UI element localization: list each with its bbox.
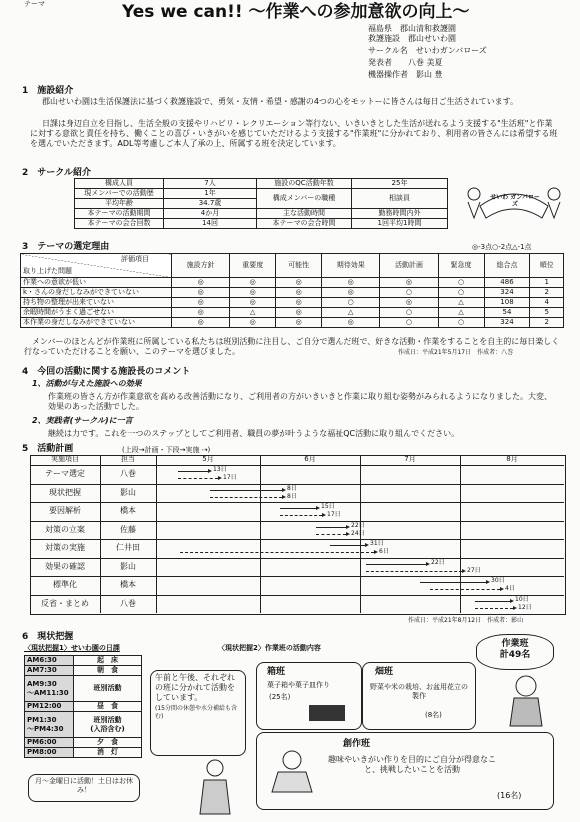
mark-cell: ○ xyxy=(322,298,380,308)
gantt-item: 反省・まとめ xyxy=(41,598,89,608)
box-icon xyxy=(305,699,353,725)
org-line: 発表者 八巻 美夏 xyxy=(368,58,443,67)
table-cell: 34.7歳 xyxy=(164,199,257,209)
mark-cell: ◎ xyxy=(172,298,230,308)
mark-cell: ◎ xyxy=(276,318,322,328)
table-row xyxy=(21,308,564,318)
gantt-actual-label: 17日 xyxy=(327,511,341,518)
team-box-hako xyxy=(256,662,362,730)
gantt-actual-label: 6日 xyxy=(379,548,389,555)
table-row xyxy=(21,298,564,308)
table-cell: 4か月 xyxy=(164,209,257,219)
table-cell: 本テーマの活動期間 xyxy=(75,209,164,219)
gantt-item: 効果の確認 xyxy=(45,561,85,571)
arrow-icon xyxy=(374,550,378,554)
theme-selection-table xyxy=(20,253,564,328)
mark-cell: ◎ xyxy=(172,308,230,318)
theme-label: テーマ xyxy=(24,0,45,8)
mark-cell: ◎ xyxy=(276,298,322,308)
gantt-actual-bar xyxy=(280,515,322,516)
schedule-activity: 起 床 xyxy=(74,656,142,666)
total-cell: 54 xyxy=(484,308,530,318)
gantt-person: 佐藤 xyxy=(120,524,136,534)
schedule-time: AM7:30 xyxy=(25,666,74,676)
mark-cell: ○ xyxy=(380,288,438,298)
row-label: 作業への意欲が低い xyxy=(21,278,172,288)
gantt-item: 要因解析 xyxy=(49,506,81,515)
team-name: 箱班 xyxy=(267,667,286,677)
gantt-month: 5月 xyxy=(202,455,214,463)
weekday-note: 月〜金曜日に活動！土日はお休み！ xyxy=(28,774,140,802)
mark-cell: ◎ xyxy=(322,278,380,288)
schedule-time: PM8:00 xyxy=(25,748,74,758)
org-line: 救護施設 郡山せいわ園 xyxy=(368,34,456,43)
mark-cell: △ xyxy=(438,298,484,308)
mark-cell: ○ xyxy=(438,288,484,298)
author-line: 作成日：平成21年8月12日 作成者：影山 xyxy=(408,617,524,624)
arrow-icon xyxy=(218,476,222,480)
section-heading: 6 現状把握 xyxy=(22,632,74,642)
column-header: 重要度 xyxy=(230,254,276,278)
section-heading: 5 活動計画 xyxy=(22,444,74,454)
mark-cell: ◎ xyxy=(172,288,230,298)
plan-legend: (上段→計画・下段→実施 ⇢) xyxy=(122,446,211,454)
mark-cell: △ xyxy=(322,308,380,318)
arrow-icon xyxy=(513,606,517,610)
mark-cell: ○ xyxy=(380,308,438,318)
gantt-actual-label: 12日 xyxy=(518,603,532,611)
gantt-person: 仁井田 xyxy=(116,543,140,552)
team-desc: 趣味やいきがい作りを目的にご自分が得意なこと、挑戦したいことを活動 xyxy=(328,755,496,774)
table-corner-cell xyxy=(21,254,172,278)
gantt-plan-label: 10日 xyxy=(515,595,529,603)
mark-cell: ◎ xyxy=(230,288,276,298)
rank-cell: 2 xyxy=(530,318,564,328)
gantt-actual-bar xyxy=(366,571,462,572)
schedule-activity: 朝 食 xyxy=(74,666,142,676)
arrow-icon xyxy=(510,599,514,603)
gantt-plan-label: 13日 xyxy=(213,466,227,473)
author-line: 作成日：平成21年5月17日 作成者：八巻 xyxy=(398,349,514,356)
comment-text: 継続は力です。これを一つのステップとしてご利用者、職員の夢が叶うような福祉QC活動に取り組んでください。 xyxy=(48,429,460,438)
table-cell: 施設のQC活動年数 xyxy=(257,179,352,189)
arrow-icon xyxy=(208,469,212,473)
rank-cell: 1 xyxy=(530,278,564,288)
section-heading: 4 今回の活動に関する施設長のコメント xyxy=(22,367,191,377)
schedule-time: PM12:00 xyxy=(25,702,74,712)
schedule-activity: 昼 食 xyxy=(74,702,142,712)
activity-title: 〈現状把握2〉作業班の活動内容 xyxy=(218,644,321,652)
row-label: k・さんの身だしなみができていない xyxy=(21,288,172,298)
arrow-icon xyxy=(346,525,350,529)
schedule-time: AM6:30 xyxy=(25,656,74,666)
mark-cell: ◎ xyxy=(322,318,380,328)
table-row xyxy=(21,318,564,328)
gantt-plan-bar xyxy=(366,564,426,565)
schedule-time: PM6:00 xyxy=(25,738,74,748)
gantt-month: 6月 xyxy=(304,455,316,463)
table-cell: 平均年齢 xyxy=(75,199,164,209)
column-header: 期待効果 xyxy=(322,254,380,278)
row-label: 持ち物の整理が出来ていない xyxy=(21,298,172,308)
logo-text: せいわ ガンバローズ xyxy=(490,194,540,208)
circle-info-table xyxy=(74,178,448,229)
table-cell: 1回平均1時間 xyxy=(352,219,448,229)
team-name: 畑班 xyxy=(375,667,394,677)
column-header: 緊急度 xyxy=(438,254,484,278)
section-heading: 1 施設紹介 xyxy=(22,86,74,96)
total-cell: 324 xyxy=(484,288,530,298)
mark-cell: ◎ xyxy=(230,318,276,328)
gantt-plan-bar xyxy=(316,527,346,528)
gantt-actual-bar xyxy=(178,478,218,479)
gantt-header-person: 担当 xyxy=(121,455,135,463)
rank-cell: 2 xyxy=(530,288,564,298)
mark-cell: ◎ xyxy=(380,298,438,308)
mark-cell: ◎ xyxy=(172,318,230,328)
gantt-plan-label: 8日 xyxy=(287,484,297,492)
schedule-activity: 夕 食 xyxy=(74,738,142,748)
org-line: 福島県 郡山清和救護園 xyxy=(368,24,456,33)
org-line: 機器操作者 影山 豊 xyxy=(368,70,443,79)
mark-cell: ◎ xyxy=(322,288,380,298)
team-box-hata xyxy=(362,662,476,730)
gantt-plan-label: 30日 xyxy=(491,577,505,584)
column-header: 可能性 xyxy=(276,254,322,278)
column-header: 活動計画 xyxy=(380,254,438,278)
gantt-plan-bar xyxy=(280,508,316,509)
gantt-actual-bar xyxy=(475,608,513,609)
gantt-actual-bar xyxy=(180,552,374,553)
team-count: (16名) xyxy=(497,791,522,800)
team-desc: 野菜や米の栽培、お盆用花立の製作 xyxy=(370,683,468,700)
mark-cell: ◎ xyxy=(380,278,438,288)
gantt-person: 八巻 xyxy=(120,598,136,608)
gantt-month: 8月 xyxy=(506,455,518,463)
gantt-row-line xyxy=(30,521,564,522)
arrow-icon xyxy=(500,587,504,591)
total-badge: 作業班 計49名 xyxy=(476,634,554,670)
corner-top-label: 評価項目 xyxy=(121,255,149,263)
gantt-plan-bar xyxy=(330,545,365,546)
gantt-row-line xyxy=(30,539,564,540)
table-cell: 主な活動時間 xyxy=(257,209,352,219)
gantt-plan-bar xyxy=(420,582,486,583)
arrow-icon xyxy=(316,506,320,510)
gantt-person: 八巻 xyxy=(120,469,136,478)
table-cell: 1年 xyxy=(164,189,257,199)
rank-cell: 4 xyxy=(530,298,564,308)
gantt-row-line xyxy=(30,576,564,577)
gantt-plan-bar xyxy=(210,490,282,491)
farmer-illustration-icon xyxy=(496,668,556,728)
gantt-plan-bar xyxy=(475,601,510,602)
mark-cell: △ xyxy=(438,308,484,318)
gantt-actual-label: 8日 xyxy=(287,492,297,500)
worker-illustration-icon xyxy=(190,756,240,816)
team-count: (25名) xyxy=(269,693,291,701)
gantt-person: 橋本 xyxy=(120,506,136,515)
mark-cell: ◎ xyxy=(276,308,322,318)
team-name: 創作班 xyxy=(343,739,371,749)
schedule-activity: 班別活動 (入浴含む) xyxy=(74,712,142,738)
section-heading: 2 サークル紹介 xyxy=(22,168,91,178)
total-cell: 486 xyxy=(484,278,530,288)
arrow-icon xyxy=(282,488,286,492)
speech-bubble xyxy=(150,670,246,756)
comment-subheading: 2、実践者(サークル)に一言 xyxy=(32,416,133,425)
gantt-plan-label: 31日 xyxy=(370,540,384,547)
gantt-person: 橋本 xyxy=(120,580,136,589)
gantt-item: 対策の立案 xyxy=(45,524,85,534)
comment-subheading: 1、活動が与えた施設への効果 xyxy=(32,379,142,388)
org-info xyxy=(368,24,487,80)
arrow-icon xyxy=(486,580,490,584)
gantt-actual-label: 27日 xyxy=(467,566,481,574)
column-header: 総合点 xyxy=(484,254,530,278)
table-cell: 構成メンバーの職種 xyxy=(257,189,352,209)
mark-cell: ◎ xyxy=(230,278,276,288)
arrow-icon xyxy=(365,543,369,547)
gantt-row-line xyxy=(30,558,564,559)
bubble-text: 午前と午後、それぞれの班に分かれて活動をしています。 xyxy=(155,673,235,702)
theme-reason-note: メンバーのほとんどが作業班に所属している私たちは班別活動に注目し、ご自分で選んだ班で、好きな活動・作業をすることを自主的に毎日楽しく行なっていただけることを願い、このテーマを選びました。 xyxy=(24,337,560,356)
gantt-person: 影山 xyxy=(120,487,136,497)
column-header: 順位 xyxy=(530,254,564,278)
gantt-actual-label: 4日 xyxy=(505,585,515,592)
gantt-month: 7月 xyxy=(404,455,416,463)
gantt-chart xyxy=(30,455,566,615)
table-cell: 本テーマの会合時間 xyxy=(257,219,352,229)
table-cell: 現メンバーでの活動歴 xyxy=(75,189,164,199)
mark-cell: ○ xyxy=(380,318,438,328)
mark-cell: ◎ xyxy=(276,288,322,298)
arrow-icon xyxy=(426,562,430,566)
rank-cell: 5 xyxy=(530,308,564,318)
table-cell: 25年 xyxy=(352,179,448,189)
row-label: 余暇時間がうまく過ごせない xyxy=(21,308,172,318)
section-heading: 3 テーマの選定理由 xyxy=(22,242,110,252)
gantt-item: 対策の実施 xyxy=(45,543,85,552)
arrow-icon xyxy=(282,495,286,499)
gantt-plan-label: 22日 xyxy=(431,558,445,566)
total-cell: 324 xyxy=(484,318,530,328)
schedule-title: 〈現状把握1〉せいわ園の日課 xyxy=(24,644,120,652)
table-cell: 14回 xyxy=(164,219,257,229)
score-legend: ◎-3点○-2点△-1点 xyxy=(472,243,532,251)
craft-illustration-icon xyxy=(262,744,322,794)
table-cell: 勤務時間内外 xyxy=(352,209,448,219)
schedule-time: AM9:30 〜AM11:30 xyxy=(25,676,74,702)
gantt-item: 現状把握 xyxy=(49,487,81,497)
gantt-row-line xyxy=(30,484,564,485)
mark-cell: ◎ xyxy=(276,278,322,288)
facility-intro-para2: 日課は身辺自立を目指し、生活全般の支援やリハビリ・レクリエーション等行ない、いきいきとした生活が送れるよう支援する"生活班"と作業に対する意欲と責任を持ち、働くことの喜び・いきがいを感じていただけるよう支援する"作業班"に分かれており、利用者の皆さんには希望する班を選んでいただきます。ADL等考慮しご本人了承の上、所属する班を決定しています。 xyxy=(30,119,558,148)
circle-logo xyxy=(462,178,566,226)
table-cell: 7人 xyxy=(164,179,257,189)
arrow-icon xyxy=(462,569,466,573)
gantt-item: 標準化 xyxy=(53,580,77,589)
corner-bottom-label: 取り上げた問題 xyxy=(23,267,72,275)
table-row xyxy=(21,278,564,288)
gantt-person: 影山 xyxy=(120,561,136,571)
page-title: Yes we can!! ～作業への参加意欲の向上～ xyxy=(122,2,470,22)
gantt-actual-bar xyxy=(316,534,346,535)
daily-schedule-table xyxy=(24,655,142,758)
org-line: サークル名 せいわガンバローズ xyxy=(368,46,487,55)
gantt-actual-label: 24日 xyxy=(351,529,365,537)
gantt-actual-label: 17日 xyxy=(223,474,237,481)
mark-cell: ◎ xyxy=(230,298,276,308)
mark-cell: ○ xyxy=(438,278,484,288)
team-count: (8名) xyxy=(425,711,442,719)
column-header: 施設方針 xyxy=(172,254,230,278)
mark-cell: ○ xyxy=(438,318,484,328)
schedule-time: PM1:30 〜PM4:30 xyxy=(25,712,74,738)
total-cell: 108 xyxy=(484,298,530,308)
row-label: 本作業の身だしなみができていない xyxy=(21,318,172,328)
arrow-icon xyxy=(346,532,350,536)
table-row xyxy=(21,288,564,298)
table-cell: 相談員 xyxy=(352,189,448,209)
table-cell: 構成人員 xyxy=(75,179,164,189)
schedule-activity: 班別活動 xyxy=(74,676,142,702)
gantt-plan-bar xyxy=(178,471,208,472)
gantt-plan-label: 22日 xyxy=(351,521,365,529)
gantt-plan-label: 15日 xyxy=(321,503,335,510)
gantt-row-line xyxy=(30,502,564,503)
gantt-actual-bar xyxy=(210,497,282,498)
facility-intro-para1: 郡山せいわ園は生活保護法に基づく救護施設で、勇気・友情・希望・感謝の4つの心をモットーに皆さんは毎日ご生活されています。 xyxy=(42,97,519,106)
team-desc: 菓子箱や菓子皿作り xyxy=(267,681,330,689)
gantt-header-item: 実施項目 xyxy=(51,455,79,463)
table-cell: 本テーマの会合回数 xyxy=(75,219,164,229)
schedule-activity: 消 灯 xyxy=(74,748,142,758)
comment-text: 作業班の皆さん方が作業意欲を高める改善活動になり、ご利用者の方がいきいきと作業に取り組む姿勢がみられるようになりました。大変、効果のあった活動でした。 xyxy=(48,392,552,411)
arrow-icon xyxy=(322,513,326,517)
gantt-row-line xyxy=(30,595,564,596)
gantt-actual-bar xyxy=(430,589,500,590)
mark-cell: △ xyxy=(230,308,276,318)
gantt-item: テーマ選定 xyxy=(45,469,85,478)
bubble-note: (15分間の休憩や水分補給も含む) xyxy=(155,705,237,720)
mark-cell: ◎ xyxy=(172,278,230,288)
